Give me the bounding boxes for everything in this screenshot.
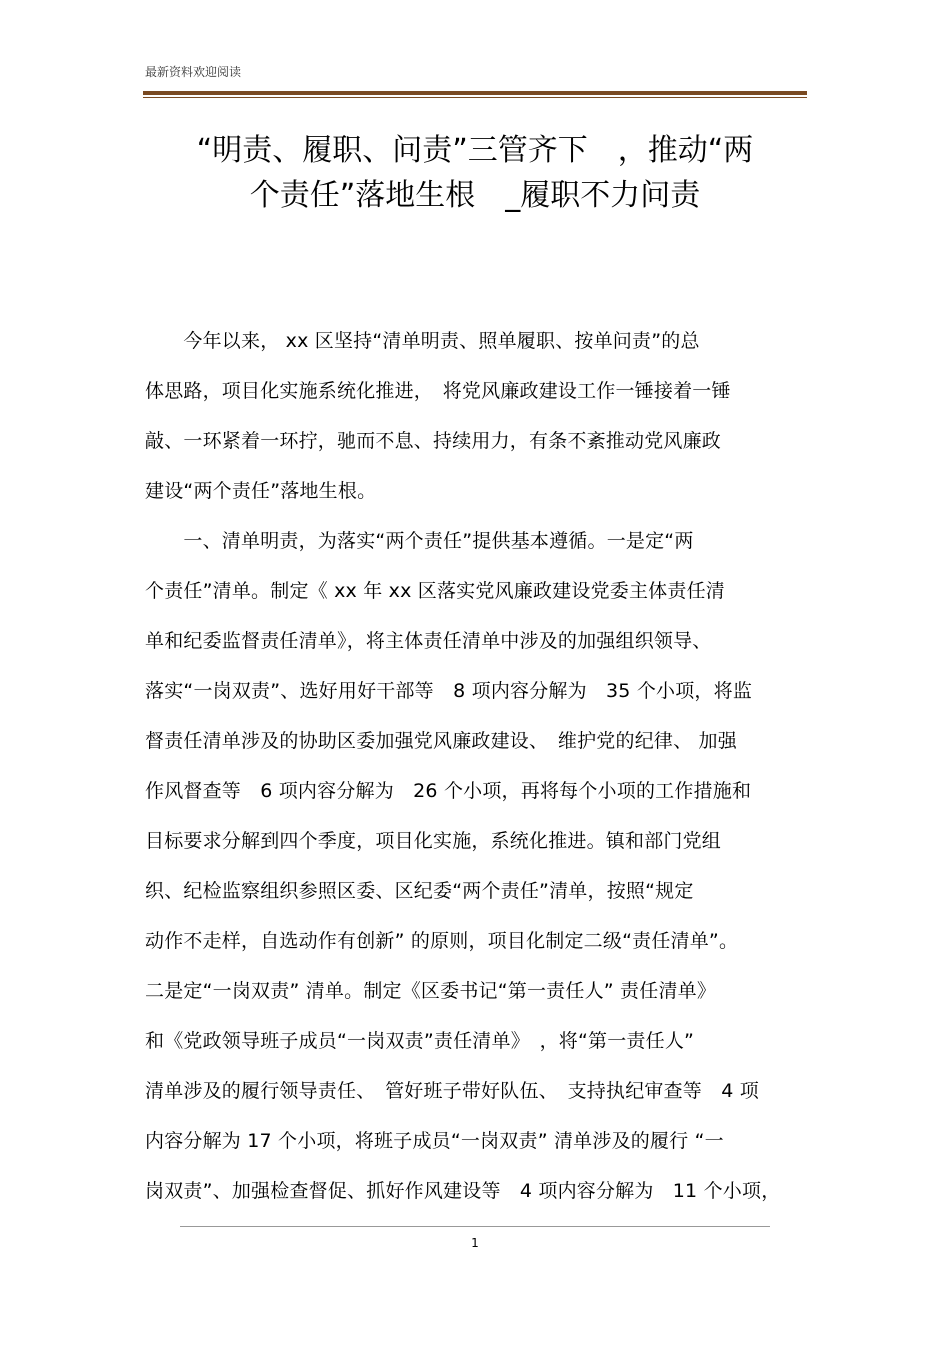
body-line: 和《党政领导班子成员“一岗双责”责任清单》 ，将“第一责任人” bbox=[145, 1030, 695, 1052]
body-line: 督责任清单涉及的协助区委加强党风廉政建设、 维护党的纪律、 加强 bbox=[145, 730, 737, 752]
body-line: 敲、一环紧着一环拧，驰而不息、持续用力，有条不紊推动党风廉政 bbox=[145, 430, 722, 452]
body-line: 作风督查等 6 项内容分解为 26 个小项，再将每个小项的工作措施和 bbox=[145, 780, 752, 802]
body-line: 清单涉及的履行领导责任、 管好班子带好队伍、 支持执纪审查等 4 项 bbox=[145, 1080, 759, 1102]
body-line: 岗双责”、加强检查督促、抓好作风建设等 4 项内容分解为 11 个小项， bbox=[145, 1180, 781, 1202]
title-line-2: 个责任”落地生根 _履职不力问责 bbox=[249, 178, 701, 213]
body-line: 目标要求分解到四个季度，项目化实施，系统化推进。镇和部门党组 bbox=[145, 830, 722, 852]
body-line: 二是定“一岗双责” 清单。制定《区委书记“第一责任人” 责任清单》 bbox=[145, 980, 717, 1002]
title-line-1: “明责、履职、问责”三管齐下 ，推动“两 bbox=[196, 133, 754, 168]
header-rule-thick bbox=[143, 91, 807, 95]
body-line: 内容分解为 17 个小项，将班子成员“一岗双责” 清单涉及的履行 “一 bbox=[145, 1130, 724, 1152]
body-line: 一、清单明责，为落实“两个责任”提供基本遵循。一是定“两 bbox=[145, 530, 694, 552]
body-line: 织、纪检监察组织参照区委、区纪委“两个责任”清单，按照“规定 bbox=[145, 880, 694, 902]
body-line: 个责任”清单。制定《 xx 年 xx 区落实党风廉政建设党委主体责任清 bbox=[145, 580, 725, 602]
body-line: 落实“一岗双责”、选好用好干部等 8 项内容分解为 35 个小项，将监 bbox=[145, 680, 753, 702]
body-line: 单和纪委监督责任清单》，将主体责任清单中涉及的加强组织领导、 bbox=[145, 630, 712, 652]
body-line: 体思路，项目化实施系统化推进， 将党风廉政建设工作一锤接着一锤 bbox=[145, 380, 731, 402]
header-rule-thin bbox=[143, 97, 807, 98]
document-title bbox=[143, 128, 807, 218]
body-line: 今年以来， xx 区坚持“清单明责、照单履职、按单问责”的总 bbox=[145, 330, 700, 352]
page-number: 1 bbox=[471, 1236, 479, 1250]
footer-rule bbox=[180, 1226, 770, 1227]
body-line: 建设“两个责任”落地生根。 bbox=[145, 480, 377, 502]
header-note: 最新资料欢迎阅读 bbox=[145, 65, 242, 79]
body-line: 动作不走样，自选动作有创新” 的原则，项目化制定二级“责任清单”。 bbox=[145, 930, 739, 952]
